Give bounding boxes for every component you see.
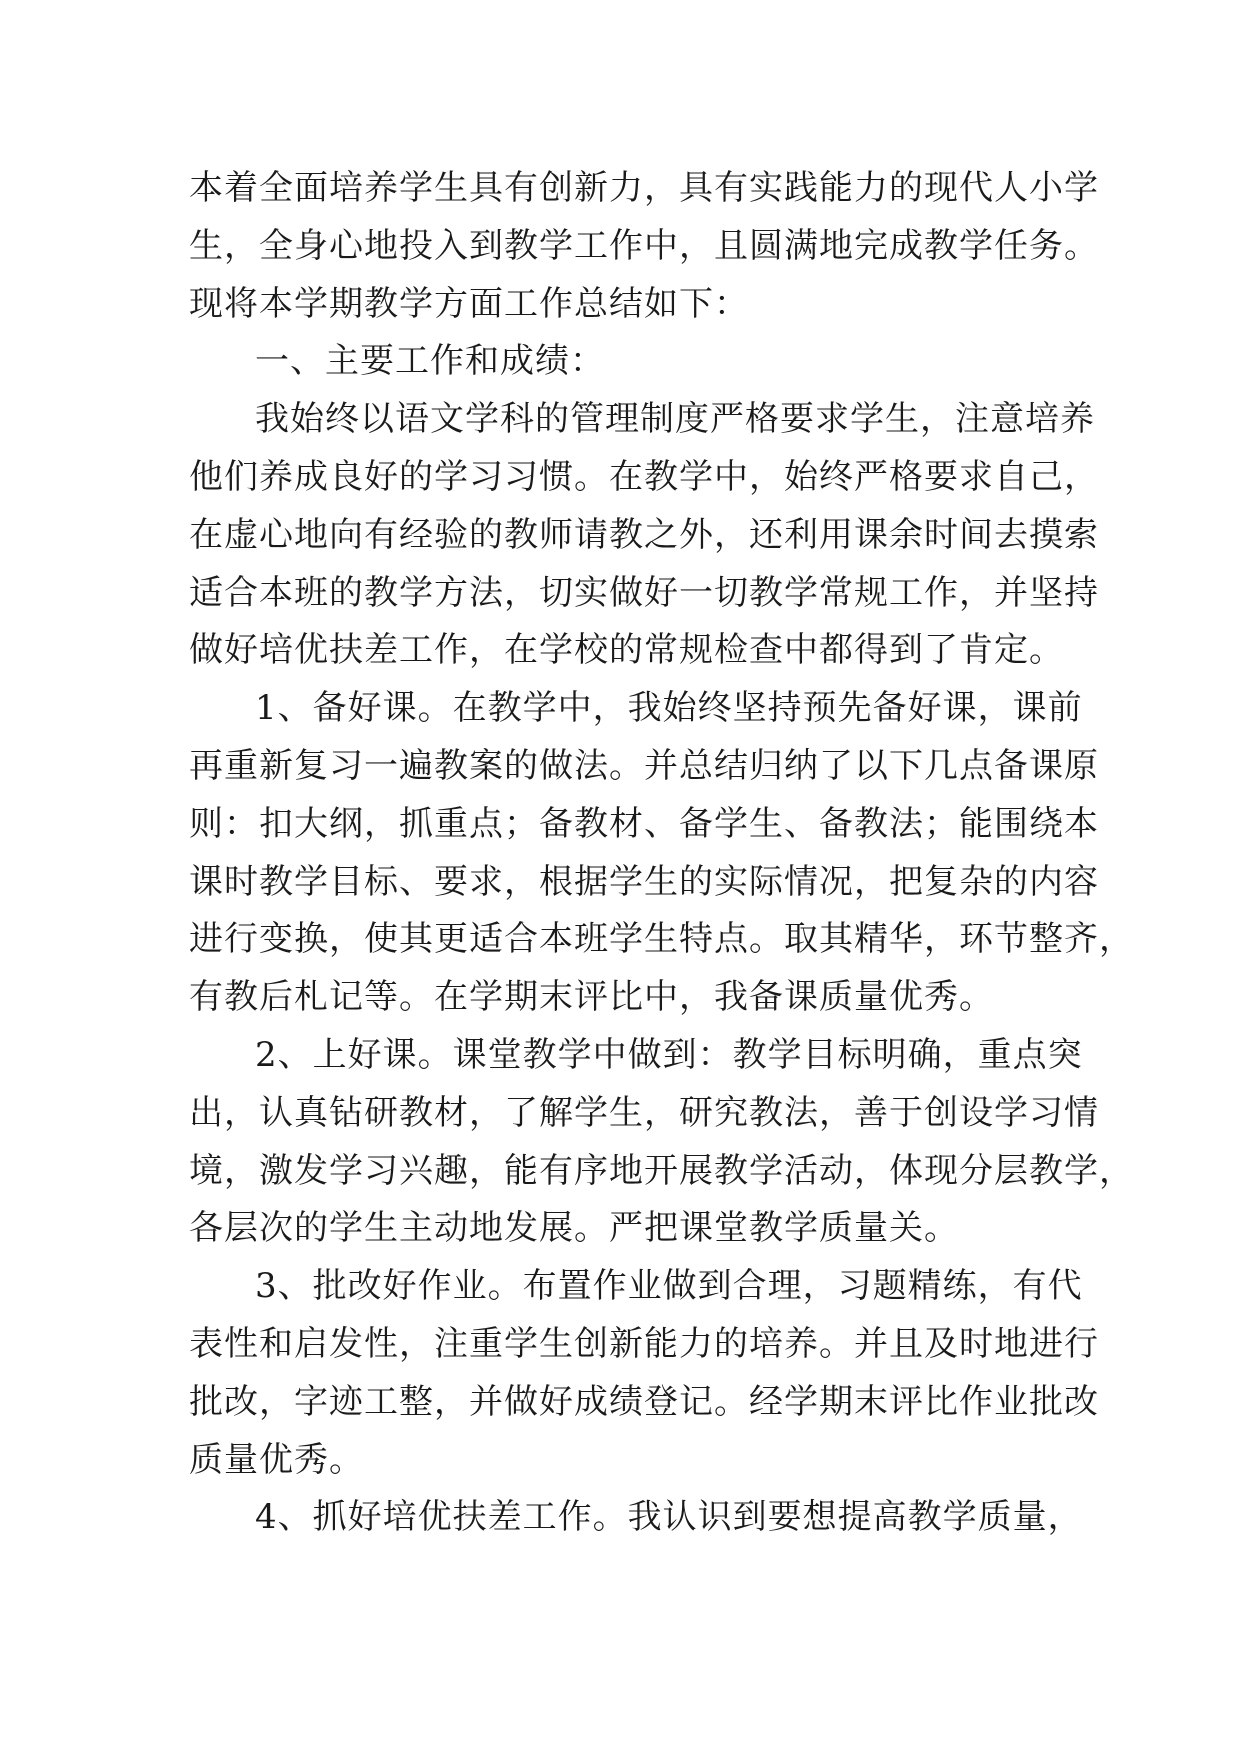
document-body [189, 160, 1134, 1547]
text-line: 适合本班的教学方法，切实做好一切教学常规工作，并坚持 [189, 572, 1099, 613]
text-line: 4、抓好培优扶差工作。我认识到要想提高教学质量， [255, 1497, 1083, 1538]
text-line: 课时教学目标、要求，根据学生的实际情况，把复杂的内容 [189, 861, 1099, 902]
text-line: 各层次的学生主动地发展。严把课堂教学质量关。 [189, 1208, 959, 1249]
text-line: 质量优秀。 [189, 1439, 364, 1480]
text-line: 他们养成良好的学习习惯。在教学中，始终严格要求自己， [189, 456, 1099, 497]
text-line: 批改，字迹工整，并做好成绩登记。经学期末评比作业批改 [189, 1381, 1099, 1422]
text-line: 1、备好课。在教学中，我始终坚持预先备好课，课前 [255, 688, 1083, 729]
text-line: 做好培优扶差工作，在学校的常规检查中都得到了肯定。 [189, 630, 1064, 671]
text-line: 本着全面培养学生具有创新力，具有实践能力的现代人小学 [189, 168, 1099, 208]
text-line: 境，激发学习兴趣，能有序地开展教学活动，体现分层教学， [189, 1150, 1134, 1191]
text-line: 出，认真钻研教材，了解学生，研究教法，善于创设学习情 [189, 1092, 1099, 1133]
text-line: 一、主要工作和成绩： [255, 341, 605, 382]
text-line: 则：扣大纲，抓重点；备教材、备学生、备教法；能围绕本 [189, 803, 1099, 844]
text-line: 有教后札记等。在学期末评比中，我备课质量优秀。 [189, 977, 994, 1018]
text-line: 再重新复习一遍教案的做法。并总结归纳了以下几点备课原 [189, 745, 1099, 786]
text-line: 3、批改好作业。布置作业做到合理，习题精练，有代 [255, 1266, 1083, 1307]
text-line: 现将本学期教学方面工作总结如下： [189, 283, 749, 324]
text-line: 生，全身心地投入到教学工作中，且圆满地完成教学任务。 [189, 225, 1099, 266]
text-line: 表性和启发性，注重学生创新能力的培养。并且及时地进行 [189, 1323, 1099, 1364]
text-line: 2、上好课。课堂教学中做到：教学目标明确，重点突 [255, 1034, 1083, 1075]
text-line: 在虚心地向有经验的教师请教之外，还利用课余时间去摸索 [189, 514, 1099, 555]
text-line: 我始终以语文学科的管理制度严格要求学生，注意培养 [255, 399, 1095, 440]
text-line: 进行变换，使其更适合本班学生特点。取其精华，环节整齐， [189, 919, 1134, 960]
